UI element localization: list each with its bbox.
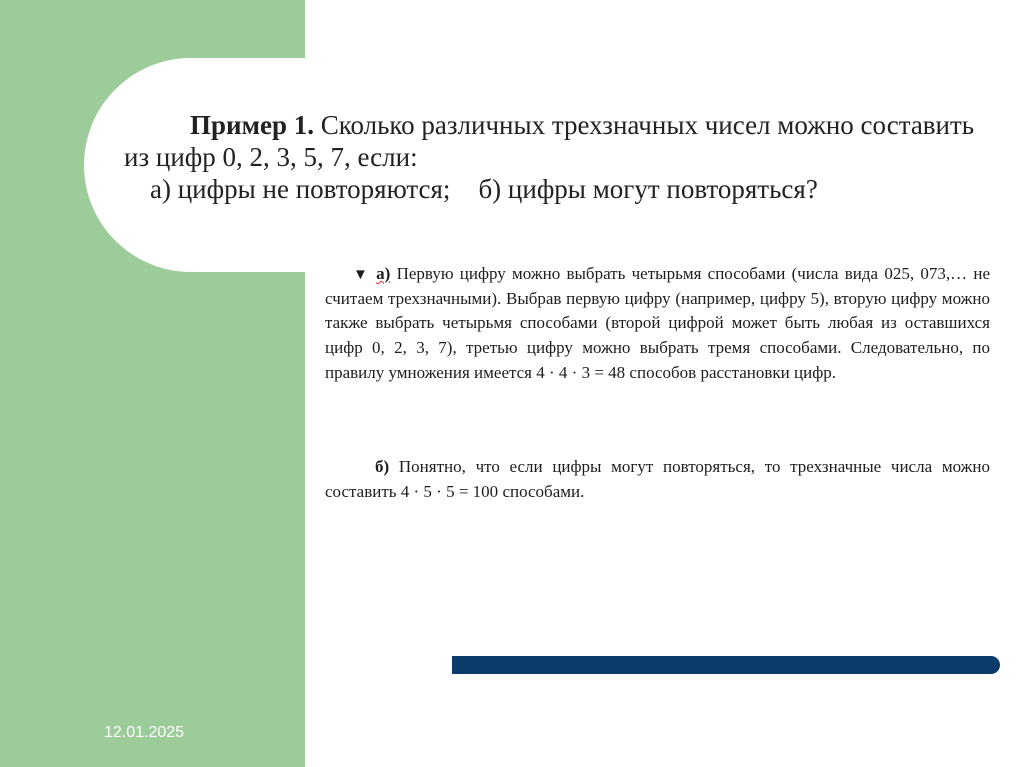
solution-b-label: б) [375, 457, 390, 476]
title-line-1: Сколько различных трехзначных чисел можно составить [320, 110, 975, 140]
problem-title [124, 110, 1004, 206]
solution-b-formula: 4 · 5 · 5 = 100 [400, 481, 499, 501]
option-a: а) цифры не повторяются; [150, 173, 451, 204]
solution-b-text: Понятно, что если цифры могут повторяться, то трехзначные числа можно составить [325, 457, 990, 501]
solution-b-tail: способами. [502, 481, 585, 501]
example-label: Пример 1. [190, 110, 314, 140]
title-line-2: из цифр 0, 2, 3, 5, 7, если: [124, 141, 418, 172]
accent-bar [452, 656, 1000, 674]
solution-a-label: а) [376, 264, 391, 283]
triangle-marker-icon: ▼ [353, 267, 370, 283]
option-b: б) цифры могут повторяться? [478, 173, 818, 204]
solution-a-text: Первую цифру можно выбрать четырьмя способами (числа вида 025, 073,… не считаем трехзначными). Выбрав первую цифру (например, цифру 5), вторую цифру можно также выбрать четырьмя способами (второй цифрой может быть любая из оставшихся цифр 0, 2, 3, 7), третью цифру можно выбрать тремя способами. Следовательно, по правилу умножения имеется [325, 264, 990, 382]
slide-date: 12.01.2025 [104, 724, 185, 741]
solution-b-paragraph [325, 455, 990, 504]
solution-a-formula: 4 · 4 · 3 = 48 [536, 362, 626, 382]
solution-a-tail: способов расстановки цифр. [629, 362, 836, 382]
solution-a-paragraph [325, 262, 990, 385]
